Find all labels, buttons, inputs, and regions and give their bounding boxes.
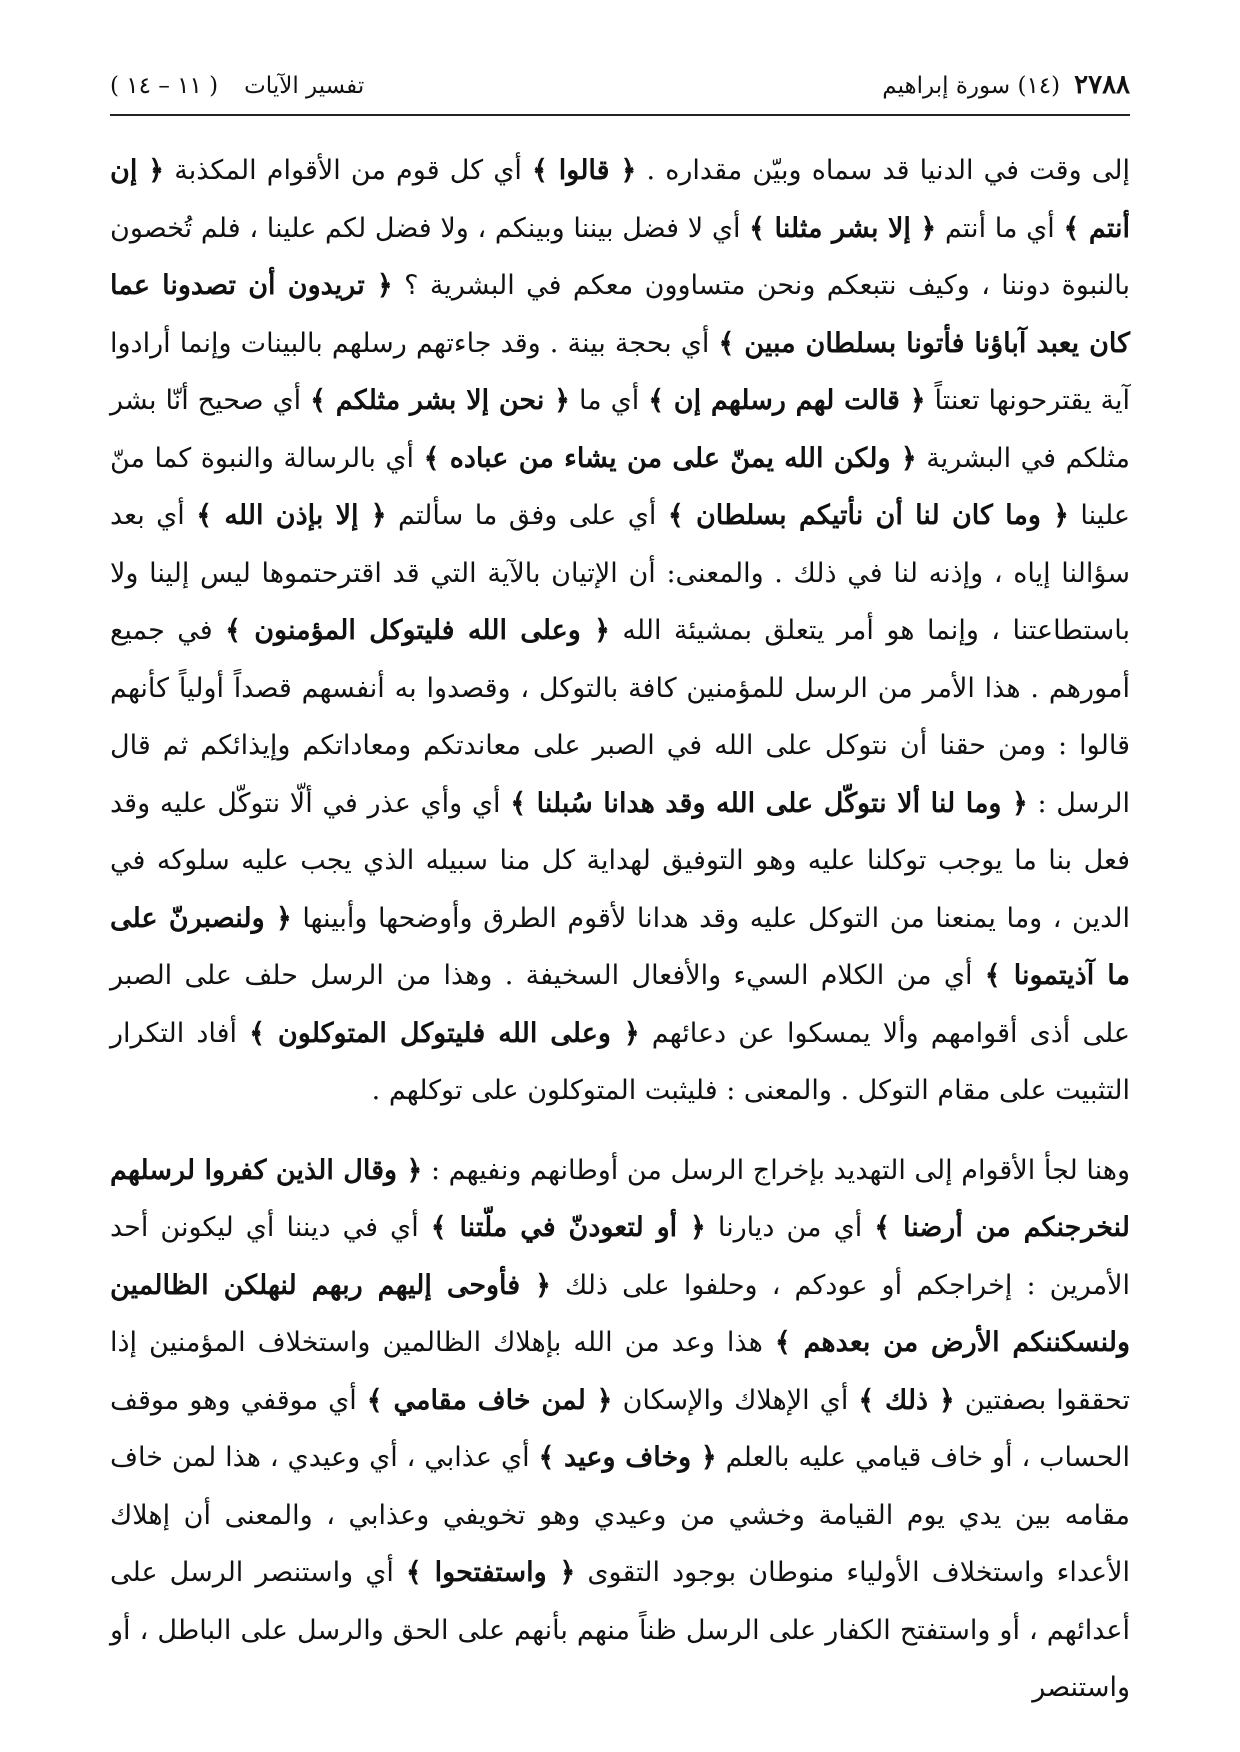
commentary-text: أي صحيح أنّا بشر مثلكم في البشرية	[110, 385, 1131, 474]
commentary-text: أي من الكلام السيء والأفعال السخيفة . وهذا من الرسل حلف على الصبر على أذى أقوامهم وألا يمسكوا عن دعائهم	[110, 960, 1130, 1049]
quran-quote: ﴿ لمن خاف مقامي ﴾	[366, 1384, 613, 1416]
paragraph	[110, 142, 1130, 1120]
quran-quote: ﴿ واستفتحوا ﴾	[405, 1557, 576, 1588]
quran-quote: ﴿ إلا بشر مثلنا ﴾	[749, 212, 937, 244]
page-number: ٢٧٨٨	[1074, 70, 1130, 100]
quran-quote: ﴿ ولنصبرنّ على ما آذيتمونا ﴾	[110, 902, 1131, 991]
commentary-text: أي من ديارنا	[705, 1212, 875, 1243]
commentary-text: أي عذابي ، أي وعيدي ، هذا لمن خاف مقامه بين يدي يوم القيامة وخشي من وعيدي وهو تخويفي وعذابي ، والمعنى أن إهلاك الأعداء واستخلاف الأولياء منوطان بوجود التقوى	[110, 1442, 1131, 1588]
commentary-text: أي بحجة بينة . وقد جاءتهم رسلهم بالبينات وإنما أرادوا آية يقترحونها تعنتاً	[110, 327, 1131, 416]
quran-quote: ﴿ وما كان لنا أن نأتيكم بسلطان ﴾	[667, 500, 1069, 531]
quran-quote: ﴿ وخاف وعيد ﴾	[538, 1442, 717, 1473]
commentary-text: أي ما	[569, 385, 649, 416]
quran-quote: ﴿ وقال الذين كفروا لرسلهم لنخرجنكم من أرضنا ﴾	[110, 1154, 1130, 1243]
commentary-text: في جميع أمورهم . هذا الأمر من الرسل للمؤمنين كافة بالتوكل ، وقصدوا به أنفسهم قصداً أولياً كأنهم قالوا : ومن حقنا أن نتوكل على الله في الصبر على معاندتكم ومعاداتكم وإيذائكم ثم قال الرسل :	[110, 615, 1130, 819]
section-title: تفسير الآيات	[244, 73, 365, 99]
quran-quote: ﴿ فأوحى إليهم ربهم لنهلكن الظالمين ولنسكننكم الأرض من بعدهم ﴾	[110, 1269, 1130, 1358]
header-left	[110, 73, 364, 99]
quran-quote: ﴿ وعلى الله فليتوكل المتوكلون ﴾	[249, 1017, 640, 1049]
commentary-text: أي موقفي وهو موقف الحساب ، أو خاف قيامي عليه بالعلم	[110, 1384, 1130, 1473]
commentary-text: أي الإهلاك والإسكان	[612, 1384, 859, 1416]
quran-quote: ﴿ قالوا ﴾	[531, 155, 637, 186]
surah-title: (١٤) سورة إبراهيم	[882, 73, 1061, 99]
commentary-text: إلى وقت في الدنيا قد سماه وبيّن مقداره .	[636, 155, 1130, 186]
commentary-text: هذا وعد من الله بإهلاك الظالمين واستخلاف المؤمنين إذا تحققوا بصفتين	[110, 1327, 1130, 1416]
commentary-text: أي على وفق ما سألتم	[386, 500, 668, 531]
commentary-text: أي ما أنتم	[936, 212, 1064, 244]
paragraph	[110, 1142, 1130, 1717]
commentary-text: أي لا فضل بيننا وبينكم ، ولا فضل لكم علينا ، فلم تُخصون بالنبوة دوننا ، وكيف نتبعكم ونحن متساوون معكم في البشرية ؟	[110, 212, 1130, 301]
verse-range: ( ١١ – ١٤ )	[110, 73, 219, 99]
commentary-text: أي بعد سؤالنا إياه ، وإذنه لنا في ذلك . والمعنى: أن الإتيان بالآية التي قد اقترحتموها ليس إلينا ولا باستطاعتنا ، وإنما هو أمر يتعلق بمشيئة الله	[110, 500, 1130, 646]
running-header	[110, 70, 1130, 116]
quran-quote: ﴿ أو لتعودنّ في ملّتنا ﴾	[430, 1212, 706, 1243]
quran-quote: ﴿ ولكن الله يمنّ على من يشاء من عباده ﴾	[423, 442, 917, 474]
commentary-text: أي وأي عذر في ألّا نتوكّل عليه وقد فعل بنا ما يوجب توكلنا عليه وهو التوفيق لهداية كل منا سبيله الذي يجب عليه سلوكه في الدين ، وما يمنعنا من التوكل عليه وقد هدانا لأقوم الطرق وأوضحها وأبينها	[110, 787, 1131, 934]
commentary-text: أفاد التكرار التثبيت على مقام التوكل . والمعنى : فليثبت المتوكلون على توكلهم .	[110, 1017, 1130, 1106]
quran-quote: ﴿ وما لنا ألا نتوكّل على الله وقد هدانا سُبلنا ﴾	[510, 787, 1028, 819]
quran-quote: ﴿ ذلك ﴾	[858, 1384, 955, 1416]
commentary-text: وهنا لجأ الأقوام إلى التهديد بإخراج الرسل من أوطانهم ونفيهم :	[422, 1154, 1130, 1186]
quran-quote: ﴿ وعلى الله فليتوكل المؤمنون ﴾	[225, 615, 610, 646]
commentary-text: أي كل قوم من الأقوام المكذبة	[164, 155, 532, 186]
commentary-text: أي واستنصر الرسل على أعدائهم ، أو واستفتح الكفار على الرسل ظناً منهم بأنهم على الحق والرسل على الباطل ، أو واستنصر	[110, 1557, 1130, 1703]
quran-quote: ﴿ تريدون أن تصدونا عما كان يعبد آباؤنا فأتونا بسلطان مبين ﴾	[110, 270, 1131, 359]
header-right	[882, 70, 1130, 100]
quran-quote: ﴿ إن أنتم ﴾	[110, 155, 1131, 244]
quran-quote: ﴿ نحن إلا بشر مثلكم ﴾	[310, 385, 570, 416]
quran-quote: ﴿ قالت لهم رسلهم إن ﴾	[648, 385, 926, 416]
quran-quote: ﴿ إلا بإذن الله ﴾	[196, 500, 387, 531]
page-body	[110, 142, 1130, 1717]
commentary-text: أي في ديننا أي ليكونن أحد الأمرين : إخراجكم أو عودكم ، وحلفوا على ذلك	[110, 1212, 1130, 1301]
commentary-text: أي بالرسالة والنبوة كما منّ علينا	[110, 442, 1131, 531]
